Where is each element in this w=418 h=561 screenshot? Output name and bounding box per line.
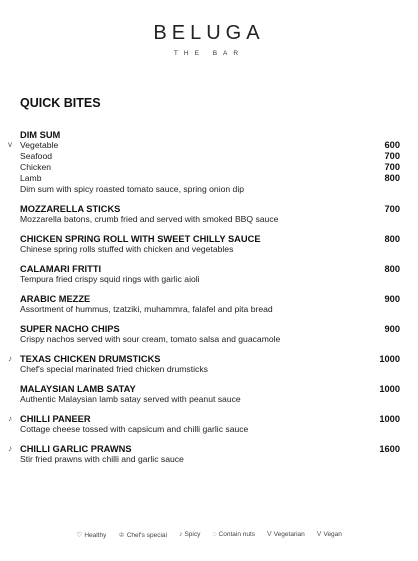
variant-price: 700 bbox=[384, 151, 400, 161]
menu-item bbox=[20, 294, 400, 315]
legend-item: ◌ Contain nuts bbox=[212, 531, 256, 538]
item-description: Tempura fried crispy squid rings with garlic aioli bbox=[20, 274, 200, 284]
menu-item bbox=[8, 354, 400, 375]
menu-item bbox=[20, 324, 400, 345]
item-description: Chinese spring rolls stuffed with chicken and vegetables bbox=[20, 244, 234, 254]
item-description: Mozzarella batons, crumb fried and served with smoked BBQ sauce bbox=[20, 214, 279, 224]
variant-price: 600 bbox=[384, 140, 400, 150]
item-description: Authentic Malaysian lamb satay served with peanut sauce bbox=[20, 394, 241, 404]
chef-hat-icon: ♔ bbox=[118, 532, 125, 539]
heart-icon: ♡ bbox=[76, 532, 83, 539]
item-description: Stir fried prawns with chilli and garlic sauce bbox=[20, 454, 184, 464]
menu-item bbox=[8, 444, 400, 465]
brand-name: BELUGA bbox=[153, 22, 265, 44]
item-name: MALAYSIAN LAMB SATAY bbox=[20, 384, 136, 394]
item-price: 1000 bbox=[379, 354, 400, 364]
item-description: Crispy nachos served with sour cream, tomato salsa and guacamole bbox=[20, 334, 281, 344]
brand-subtitle: THE BAR bbox=[173, 50, 245, 57]
legend-item: V Vegetarian bbox=[267, 531, 305, 538]
item-name: MOZZARELLA STICKS bbox=[20, 204, 121, 214]
item-name: CHILLI PANEER bbox=[20, 414, 91, 424]
menu-item bbox=[20, 204, 400, 225]
item-price: 1600 bbox=[379, 444, 400, 454]
item-name: CHICKEN SPRING ROLL WITH SWEET CHILLY SAUCE bbox=[20, 234, 261, 244]
legend-item: V Vegan bbox=[316, 531, 342, 538]
vegetarian-icon: v bbox=[8, 140, 12, 149]
variant-price: 800 bbox=[384, 173, 400, 183]
section-title: QUICK BITES bbox=[20, 96, 101, 110]
item-description: Chef's special marinated fried chicken drumsticks bbox=[20, 364, 208, 374]
variant-price: 700 bbox=[384, 162, 400, 172]
variant-label: Vegetable bbox=[20, 140, 59, 150]
legend bbox=[0, 531, 418, 539]
item-name: TEXAS CHICKEN DRUMSTICKS bbox=[20, 354, 161, 364]
item-name: CHILLI GARLIC PRAWNS bbox=[20, 444, 132, 454]
variant-label: Seafood bbox=[20, 151, 53, 161]
menu-item-dim-sum bbox=[8, 130, 400, 195]
item-name: CALAMARI FRITTI bbox=[20, 264, 102, 274]
item-price: 1000 bbox=[379, 384, 400, 394]
legend-item: ♔ Chef's special bbox=[118, 532, 167, 539]
chili-icon: ♪ bbox=[178, 531, 183, 538]
item-price: 800 bbox=[384, 264, 400, 274]
item-name: SUPER NACHO CHIPS bbox=[20, 324, 120, 334]
item-description: Assortment of hummus, tzatziki, muhammra, falafel and pita bread bbox=[20, 304, 273, 314]
vegan-icon: V bbox=[316, 531, 322, 538]
item-price: 800 bbox=[384, 234, 400, 244]
menu-item bbox=[20, 264, 400, 285]
vegetarian-icon: V bbox=[267, 531, 272, 538]
item-description: Cottage cheese tossed with capsicum and chilli garlic sauce bbox=[20, 424, 249, 434]
spicy-icon: ♪ bbox=[8, 354, 12, 363]
item-price: 900 bbox=[384, 294, 400, 304]
legend-item: ♪ Spicy bbox=[178, 531, 201, 538]
item-price: 700 bbox=[384, 204, 400, 214]
menu-item bbox=[20, 384, 400, 405]
item-description: Dim sum with spicy roasted tomato sauce, spring onion dip bbox=[20, 184, 245, 194]
item-name: ARABIC MEZZE bbox=[20, 294, 91, 304]
variant-label: Chicken bbox=[20, 162, 52, 172]
menu-item bbox=[8, 414, 400, 435]
item-name: DIM SUM bbox=[20, 130, 61, 140]
nut-icon: ◌ bbox=[212, 531, 217, 538]
variant-label: Lamb bbox=[20, 173, 42, 183]
brand-logo bbox=[0, 22, 418, 57]
item-price: 900 bbox=[384, 324, 400, 334]
spicy-icon: ♪ bbox=[8, 444, 12, 453]
spicy-icon: ♪ bbox=[8, 414, 12, 423]
menu-item bbox=[20, 234, 400, 255]
item-price: 1000 bbox=[379, 414, 400, 424]
legend-item: ♡ Healthy bbox=[76, 532, 107, 539]
menu-items bbox=[8, 130, 400, 474]
